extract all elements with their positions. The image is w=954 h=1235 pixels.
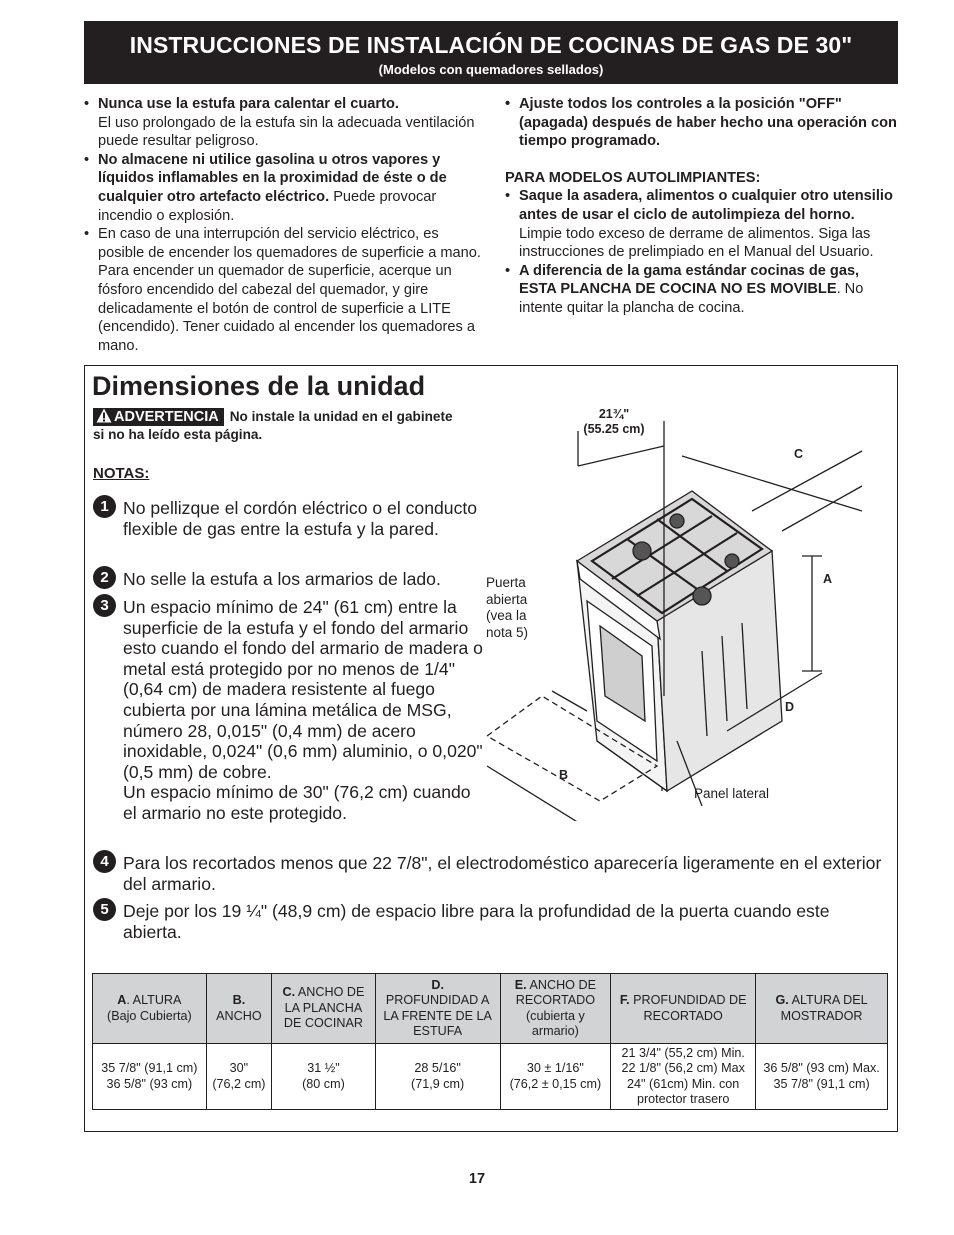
header-key: C. xyxy=(282,985,296,1000)
list-item xyxy=(505,95,900,151)
header-bar xyxy=(84,21,898,84)
cell-line: 28 5/16" xyxy=(414,1061,461,1075)
bullet-text: Limpie todo exceso de derrame de alimentos. Siga las instrucciones de prelimpiado en el Manual del Usuario. xyxy=(519,225,874,261)
table-header-row xyxy=(93,974,888,1044)
cell-line: 24" (61cm) Min. con xyxy=(627,1076,740,1091)
table-header-cell xyxy=(500,974,611,1044)
door-label-line: Puerta xyxy=(486,575,526,590)
dimension-label xyxy=(570,407,658,437)
cell-line: (71,9 cm) xyxy=(411,1076,465,1091)
note-number: 3 xyxy=(93,594,116,617)
cell-line: 31 ½" xyxy=(307,1061,340,1075)
table-header-cell xyxy=(206,974,271,1044)
cell-line: 22 1/8" (56,2 cm) Max xyxy=(621,1061,745,1075)
range-diagram xyxy=(482,391,887,821)
cell-line: 30" xyxy=(229,1061,249,1075)
dimension-letter-d: D xyxy=(785,700,795,714)
table-cell xyxy=(272,1044,376,1110)
table-row xyxy=(93,1044,888,1110)
dimension-letter-a: A xyxy=(823,572,833,586)
cell-line: (76,2 ± 0,15 cm) xyxy=(509,1076,602,1091)
section-heading: PARA MODELOS AUTOLIMPIANTES: xyxy=(505,169,761,186)
header-key: D. xyxy=(431,977,444,992)
note-number: 2 xyxy=(93,566,116,589)
section-title: Dimensiones de la unidad xyxy=(92,371,426,401)
note-number: 5 xyxy=(93,898,116,921)
cell-line: 21 3/4" (55,2 cm) Min. xyxy=(621,1045,745,1060)
header-key: E. xyxy=(514,977,527,992)
off-keyword: OFF xyxy=(805,96,835,112)
table-cell xyxy=(611,1044,756,1110)
header-text: ANCHO xyxy=(216,1008,262,1023)
bullet-text: Ajuste todos los controles a la posición " xyxy=(519,96,806,112)
header-key: F. xyxy=(619,993,630,1007)
warning-badge xyxy=(93,408,224,426)
intro-left-column xyxy=(84,95,484,355)
dimension-metric: (55.25 cm) xyxy=(583,422,645,436)
header-text: . ALTURA xyxy=(126,993,182,1007)
note-number: 1 xyxy=(93,495,116,518)
cell-line: 36 5/8" (93 cm) Max. xyxy=(763,1061,880,1075)
bullet-bold: Nunca use la estufa para calentar el cuarto. xyxy=(98,96,399,112)
header-text: (cubierta y armario) xyxy=(525,1008,585,1038)
cell-line: protector trasero xyxy=(636,1092,730,1106)
door-label-line: (vea la xyxy=(486,608,527,623)
warning-text: No instale la unidad en el gabinete si no ha leído esta página. xyxy=(93,409,453,442)
intro-right-column xyxy=(505,95,900,318)
bullet-bold: A diferencia de la gama estándar cocinas de gas, ESTA PLANCHA DE COCINA NO ES MOVIBLE xyxy=(519,262,860,298)
header-key: G. xyxy=(775,993,789,1007)
note-text: Para los recortados menos que 22 7/8", el electrodoméstico aparecería ligeramente en el exterior del armario. xyxy=(123,853,882,894)
dimension-imperial: 21¾" xyxy=(598,407,630,421)
bullet-text: Puede provocar incendio o explosión. xyxy=(98,188,437,224)
page-number: 17 xyxy=(468,1171,486,1187)
header-text: PROFUNDIDAD DE RECORTADO xyxy=(629,993,747,1023)
note-text-secondary: Un espacio mínimo de 30" (76,2 cm) cuando el armario no este protegido. xyxy=(123,782,471,823)
table-header-cell xyxy=(93,974,207,1044)
header-text: ALTURA DEL MOSTRADOR xyxy=(780,993,868,1023)
note-5 xyxy=(100,901,893,942)
header-key: B. xyxy=(232,993,246,1007)
table-cell xyxy=(93,1044,207,1110)
note-text: No pellizque el cordón eléctrico o el conducto flexible de gas entre la estufa y la pared. xyxy=(123,498,478,539)
note-1 xyxy=(100,498,483,539)
bullet-text: " (apagada) después de haber hecho una operación con tiempo programado. xyxy=(519,96,897,150)
door-open-label xyxy=(486,575,528,641)
bullet-text: El uso prolongado de la estufa sin la adecuada ventilación puede resultar peligroso. xyxy=(98,114,475,150)
dimension-letter-b: B xyxy=(559,768,569,782)
table-header-cell xyxy=(756,974,888,1044)
bullet-text: . No intente quitar la plancha de cocina. xyxy=(519,281,864,316)
warning-notice xyxy=(93,408,463,444)
door-label-line: nota 5) xyxy=(486,624,529,640)
list-item xyxy=(84,151,484,225)
note-3 xyxy=(100,597,483,824)
note-text: No selle la estufa a los armarios de lado. xyxy=(123,569,441,589)
dimension-letter-c: C xyxy=(794,447,804,461)
table-cell xyxy=(375,1044,500,1110)
cell-line: 36 5/8" (93 cm) xyxy=(106,1076,193,1091)
list-item xyxy=(505,262,900,318)
page-subtitle: (Modelos con quemadores sellados) xyxy=(378,62,604,77)
table-header-cell xyxy=(272,974,376,1044)
note-text: Deje por los 19 ¼" (48,9 cm) de espacio libre para la profundidad de la puerta cuando este abierta. xyxy=(123,901,830,942)
dimensions-table xyxy=(92,973,888,1110)
note-4 xyxy=(100,853,893,894)
table-header-cell xyxy=(375,974,500,1044)
bullet-text: En caso de una interrupción del servicio eléctrico, es posible de encender los quemadores de superficie a mano. Para encender un quemador de superficie, acerque un fósforo encendido del cabezal del quemador, y gire delicadamente el botón de control de superficie a LITE (encendido). Tener cuidado al encender los quemadores a mano. xyxy=(98,226,481,354)
bullet-bold: Saque la asadera, alimentos o cualquier otro utensilio antes de usar el ciclo de autolimpieza del horno. xyxy=(519,188,893,223)
notes-heading: NOTAS: xyxy=(93,465,150,482)
header-text: PROFUNDIDAD A LA FRENTE DE LA ESTUFA xyxy=(383,993,492,1038)
range-illustration xyxy=(482,391,887,821)
header-text: (Bajo Cubierta) xyxy=(107,1008,192,1023)
table-cell xyxy=(756,1044,888,1110)
table-cell xyxy=(206,1044,271,1110)
cell-line: 35 7/8" (91,1 cm) xyxy=(101,1061,198,1075)
warning-label: ADVERTENCIA xyxy=(114,409,219,425)
note-number: 4 xyxy=(93,850,116,873)
door-label-line: abierta xyxy=(486,591,528,607)
page-title: INSTRUCCIONES DE INSTALACIÓN DE COCINAS DE GAS DE 30" xyxy=(129,32,853,58)
cell-line: (76,2 cm) xyxy=(212,1076,266,1091)
list-item xyxy=(505,187,900,261)
side-panel-label: Panel lateral xyxy=(694,786,770,801)
warning-icon xyxy=(96,408,112,423)
note-text: Un espacio mínimo de 24" (61 cm) entre la superficie de la estufa y el fondo del armario esto cuando el fondo del armario de madera o metal está protegido por no menos de 1/4" (0,64 cm) de madera resistente al fuego cubierta por una lámina metálica de MSG, número 28, 0,015" (0,4 mm) de acero inoxidable, 0,024" (0,6 mm) aluminio, o 0,020" (0,5 mm) de cobre. xyxy=(123,597,483,782)
header-text: ANCHO DE LA PLANCHA DE COCINAR xyxy=(283,985,365,1031)
note-2 xyxy=(100,569,483,590)
list-item xyxy=(84,225,484,355)
table-header-cell xyxy=(611,974,756,1044)
dimensions-panel xyxy=(84,365,898,1132)
bullet-bold: No almacene ni utilice gasolina u otros vapores y líquidos inflamables en la proximidad de éste o de cualquier otro artefacto eléctrico. xyxy=(98,151,447,205)
header-text: ANCHO DE RECORTADO xyxy=(515,977,596,1007)
header-key: A xyxy=(117,993,127,1007)
cell-line: (80 cm) xyxy=(302,1076,345,1091)
cell-line: 30 ± 1/16" xyxy=(526,1061,584,1075)
list-item xyxy=(84,95,484,151)
table-cell xyxy=(500,1044,611,1110)
cell-line: 35 7/8" (91,1 cm) xyxy=(773,1076,870,1091)
